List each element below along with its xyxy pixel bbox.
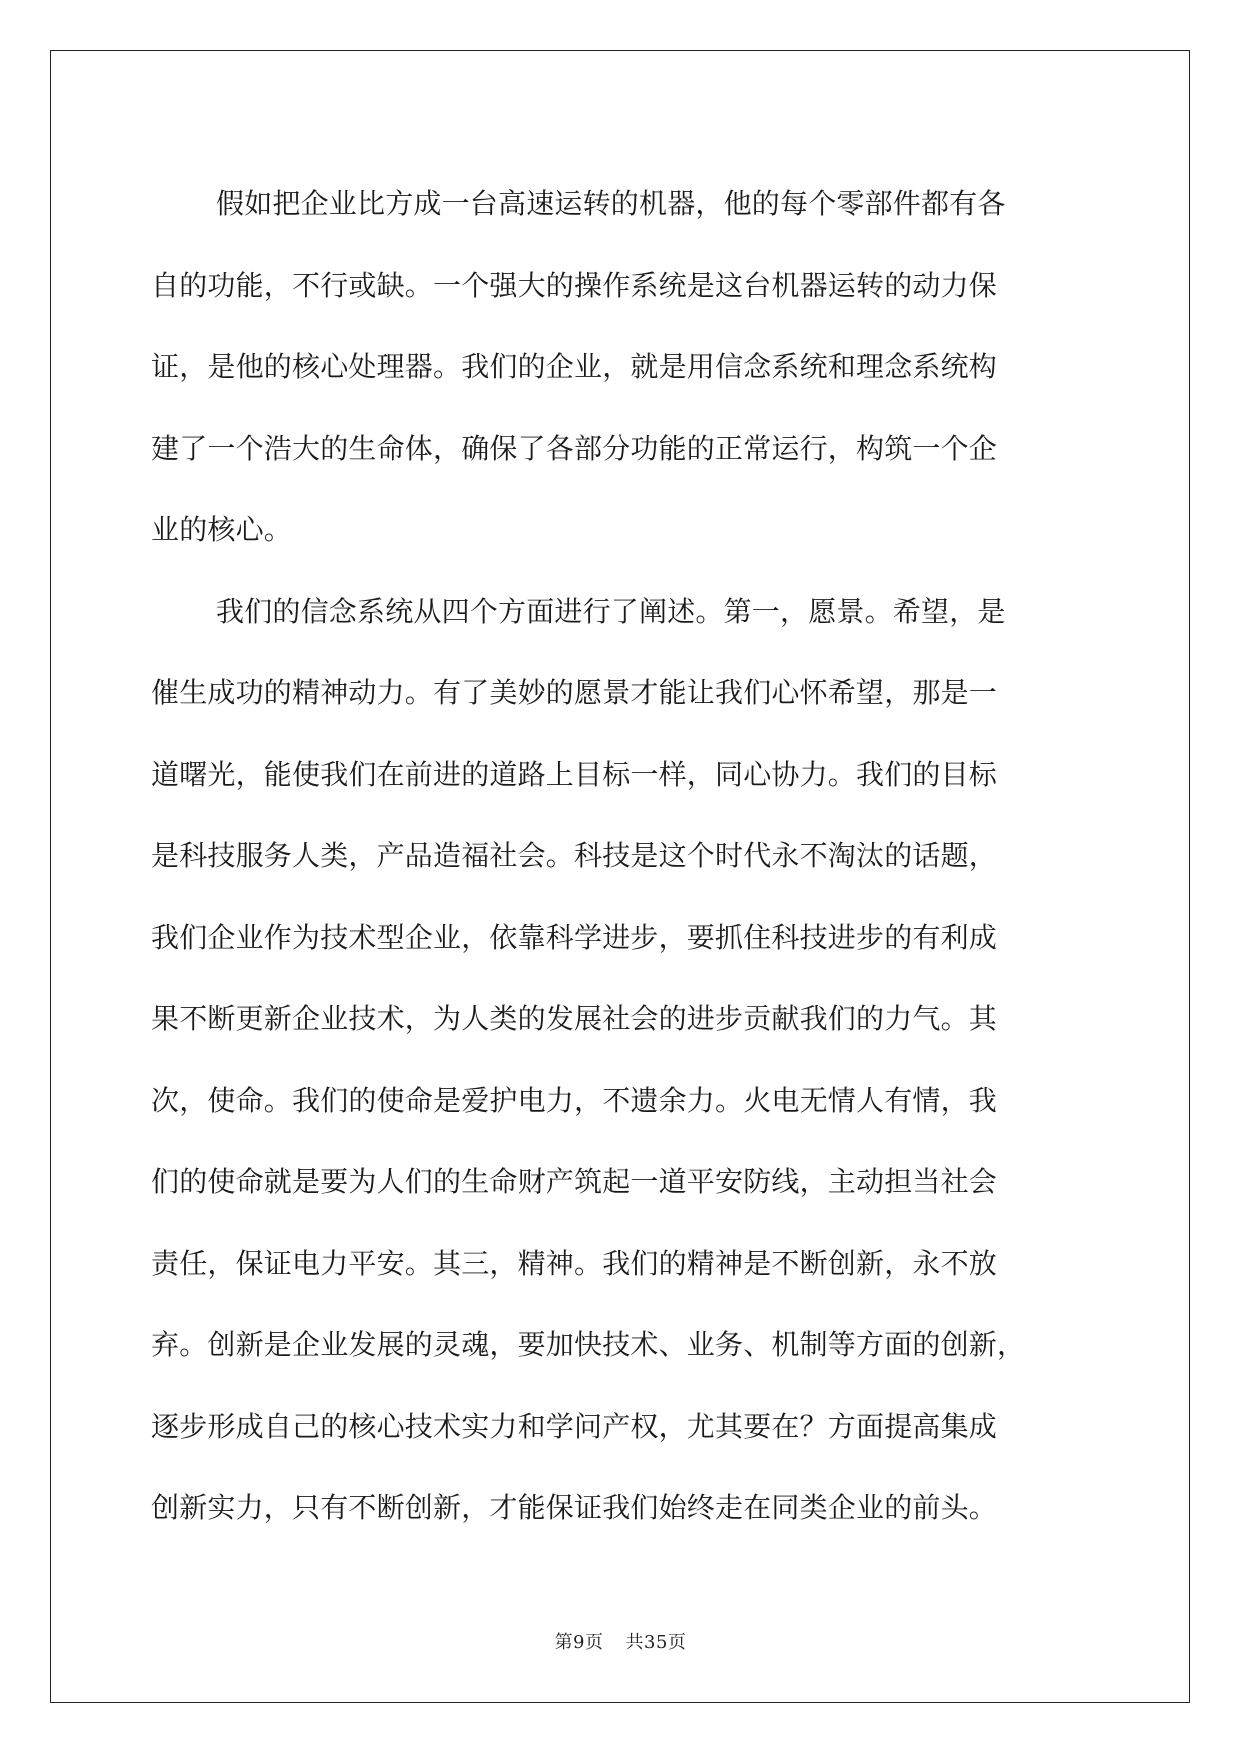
paragraph-2-line-4: 是科技服务人类，产品造福社会。科技是这个时代永不淘汰的话题， xyxy=(151,839,998,872)
paragraph-1-line-3: 证，是他的核心处理器。我们的企业，就是用信念系统和理念系统构 xyxy=(151,350,998,383)
paragraph-2-line-11: 逐步形成自己的核心技术实力和学问产权，尤其要在？方面提高集成 xyxy=(151,1409,998,1443)
paragraph-1-line-1: 假如把企业比方成一台高速运转的机器，他的每个零部件都有各 xyxy=(216,187,1006,220)
paragraph-1-line-5: 业的核心。 xyxy=(151,513,293,546)
paragraph-2-line-12: 创新实力，只有不断创新，才能保证我们始终走在同类企业的前头。 xyxy=(151,1491,998,1524)
paragraph-2-line-5: 我们企业作为技术型企业，依靠科学进步，要抓住科技进步的有利成 xyxy=(151,920,998,954)
paragraph-2-line-10: 弃。创新是企业发展的灵魂，要加快技术、业务、机制等方面的创新， xyxy=(151,1328,1026,1361)
page-total: 共35页 xyxy=(625,1632,687,1653)
paragraph-1-line-2: 自的功能，不行或缺。一个强大的操作系统是这台机器运转的动力保 xyxy=(151,268,998,302)
document-body xyxy=(151,163,1101,1549)
paragraph-2-line-9: 责任，保证电力平安。其三，精神。我们的精神是不断创新，永不放 xyxy=(151,1246,998,1280)
paragraph-2-line-1: 我们的信念系统从四个方面进行了阐述。第一，愿景。希望，是 xyxy=(216,594,1006,628)
paragraph-2-line-7: 次，使命。我们的使命是爱护电力，不遗余力。火电无情人有情，我 xyxy=(151,1083,998,1117)
paragraph-1-line-4: 建了一个浩大的生命体，确保了各部分功能的正常运行，构筑一个企 xyxy=(151,431,998,465)
paragraph-2-line-6: 果不断更新企业技术，为人类的发展社会的进步贡献我们的力气。其 xyxy=(151,1002,998,1035)
page-footer xyxy=(0,1628,1241,1654)
page-number: 第9页 xyxy=(554,1632,604,1653)
paragraph-2-line-2: 催生成功的精神动力。有了美妙的愿景才能让我们心怀希望，那是一 xyxy=(151,676,998,709)
paragraph-2-line-3: 道曙光，能使我们在前进的道路上目标一样，同心协力。我们的目标 xyxy=(151,757,998,791)
paragraph-2-line-8: 们的使命就是要为人们的生命财产筑起一道平安防线，主动担当社会 xyxy=(151,1165,998,1198)
